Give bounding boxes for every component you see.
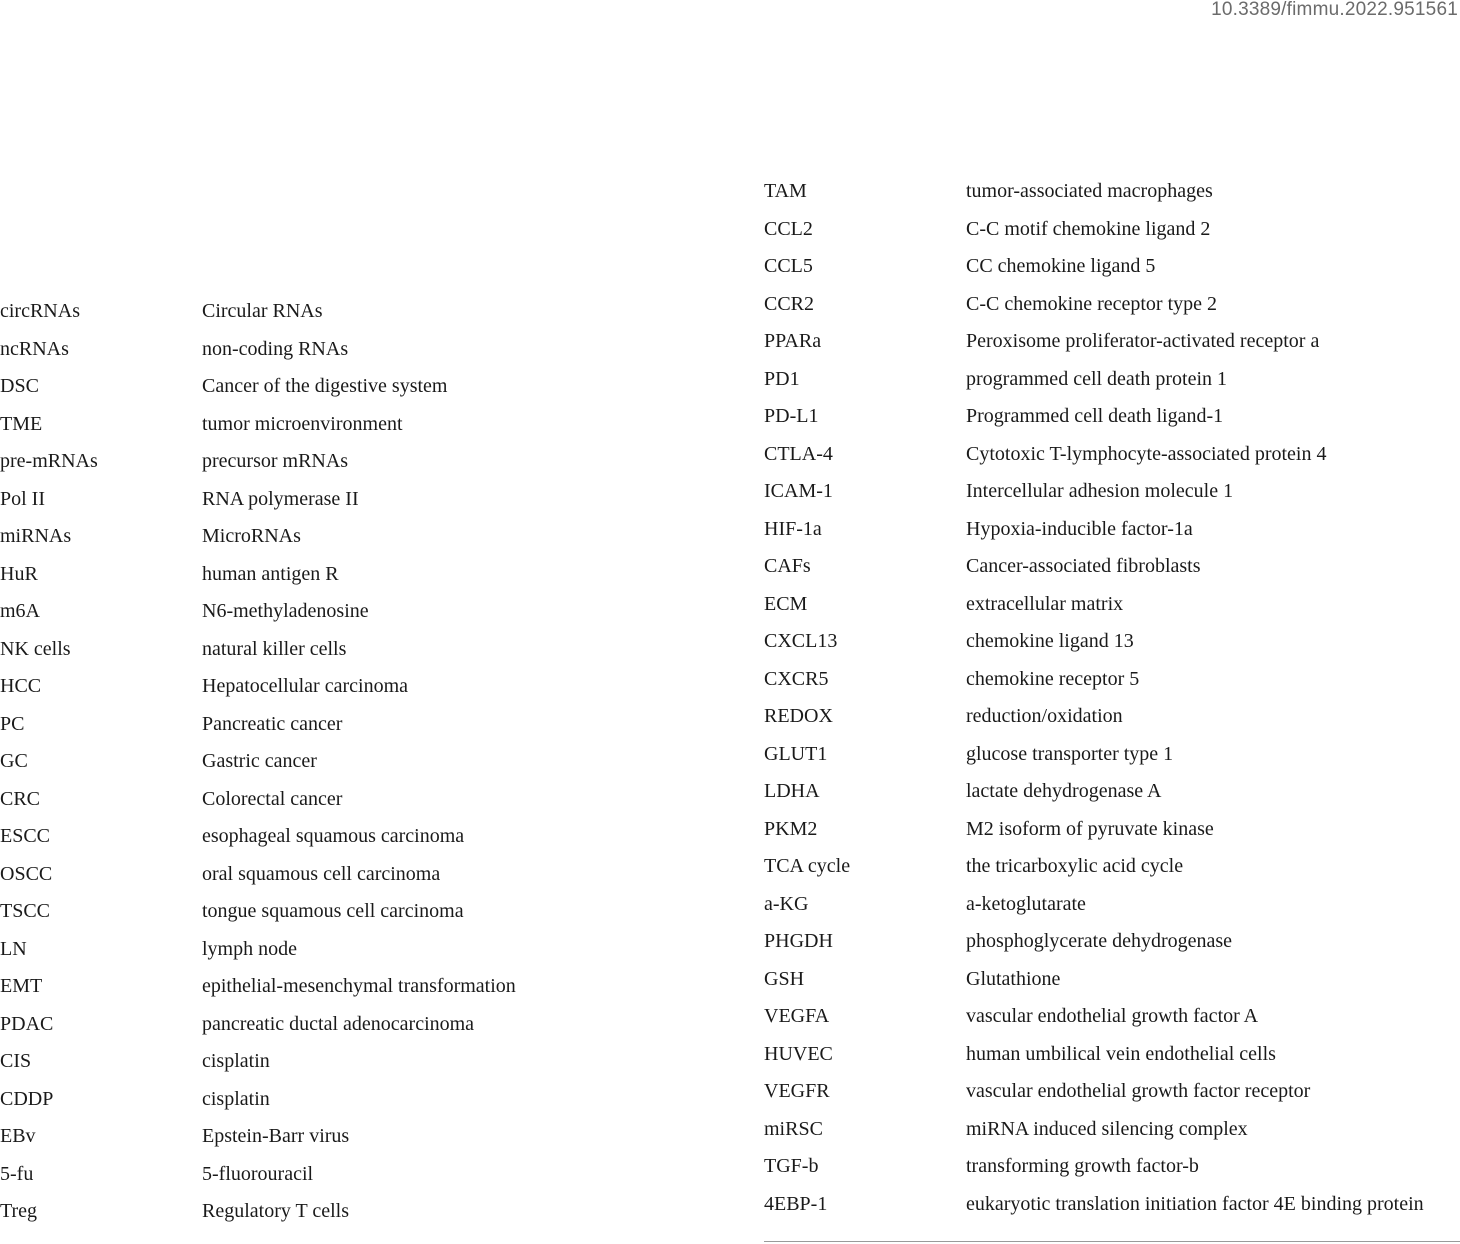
abbreviation-definition: Pancreatic cancer [202, 712, 343, 735]
abbreviation-definition: programmed cell death protein 1 [966, 367, 1228, 390]
abbreviation-definition: miRNA induced silencing complex [966, 1117, 1248, 1140]
abbreviation-definition: Regulatory T cells [202, 1200, 350, 1222]
abbreviation-term: PKM2 [764, 817, 818, 840]
abbreviation-term: HCC [0, 675, 42, 697]
abbreviation-term: CXCL13 [764, 630, 838, 652]
abbreviation-definition: CC chemokine ligand 5 [966, 255, 1156, 277]
abbreviation-definition: glucose transporter type 1 [966, 742, 1174, 765]
abbreviation-definition: Cancer-associated fibroblasts [966, 555, 1201, 577]
abbreviation-definition: a-ketoglutarate [966, 892, 1086, 915]
abbreviation-definition: tumor microenvironment [202, 412, 403, 435]
abbreviation-definition: Peroxisome proliferator-activated receptor a [966, 330, 1320, 352]
abbreviation-definition: epithelial-mesenchymal transformation [202, 975, 516, 997]
abbreviation-definition: human antigen R [202, 562, 339, 585]
abbreviation-term: VEGFA [764, 1005, 830, 1027]
abbreviation-term: ESCC [0, 825, 51, 847]
abbreviation-definition: Circular RNAs [202, 300, 323, 322]
abbreviation-definition: human umbilical vein endothelial cells [966, 1042, 1276, 1065]
abbreviation-definition: pancreatic ductal adenocarcinoma [202, 1012, 475, 1035]
abbreviation-definition: the tricarboxylic acid cycle [966, 855, 1184, 877]
abbreviation-term: ECM [764, 592, 808, 615]
abbreviation-term: HIF-1a [764, 517, 822, 540]
abbreviation-definition: Epstein-Barr virus [202, 1125, 350, 1147]
abbreviation-term: GLUT1 [764, 742, 828, 765]
abbreviation-term: PPARa [764, 330, 822, 352]
abbreviation-term: TGF-b [764, 1155, 819, 1177]
abbreviation-definition: C-C chemokine receptor type 2 [966, 292, 1218, 315]
abbreviation-term: CRC [0, 787, 41, 810]
abbreviation-term: CTLA-4 [764, 442, 833, 465]
abbreviation-term: TME [0, 412, 43, 435]
abbreviation-definition: Intercellular adhesion molecule 1 [966, 480, 1234, 502]
abbreviation-definition: Hypoxia-inducible factor-1a [966, 517, 1193, 540]
abbreviation-term: PDAC [0, 1012, 54, 1035]
abbreviation-term: NK cells [0, 637, 71, 660]
abbreviation-definition: esophageal squamous carcinoma [202, 825, 465, 847]
abbreviation-definition: oral squamous cell carcinoma [202, 862, 441, 885]
abbreviation-definition: Programmed cell death ligand-1 [966, 405, 1224, 427]
abbreviation-term: EMT [0, 975, 43, 997]
abbreviation-term: OSCC [0, 862, 53, 885]
abbreviation-term: TCA cycle [764, 855, 851, 877]
abbreviation-term: CCR2 [764, 292, 815, 315]
abbreviation-term: HUVEC [764, 1042, 833, 1065]
abbreviation-term: Pol II [0, 487, 45, 510]
abbreviation-term: TAM [764, 180, 807, 202]
abbreviation-term: EBv [0, 1125, 36, 1147]
doi-header: 10.3389/fimmu.2022.951561 [1211, 0, 1458, 20]
abbreviation-definition: vascular endothelial growth factor receptor [966, 1080, 1311, 1102]
abbreviation-term: GC [0, 750, 28, 772]
abbreviation-term: CIS [0, 1050, 32, 1072]
abbreviation-definition: N6-methyladenosine [202, 600, 369, 622]
abbreviation-definition: cisplatin [202, 1050, 270, 1072]
abbreviation-term: PD1 [764, 367, 800, 390]
abbreviation-definition: transforming growth factor-b [966, 1155, 1199, 1177]
abbreviation-definition: chemokine receptor 5 [966, 667, 1140, 690]
abbreviation-definition: reduction/oxidation [966, 705, 1123, 727]
abbreviation-term: VEGFR [764, 1080, 830, 1102]
abbreviation-term: TSCC [0, 900, 51, 922]
abbreviation-term: CAFs [764, 555, 811, 577]
abbreviation-definition: natural killer cells [202, 637, 347, 660]
table-bottom-rule [764, 1241, 1460, 1242]
abbreviation-definition: Cancer of the digestive system [202, 375, 448, 397]
abbreviation-term: CCL2 [764, 217, 813, 240]
abbreviation-term: pre-mRNAs [0, 450, 98, 472]
abbreviation-definition: chemokine ligand 13 [966, 630, 1134, 652]
abbreviation-term: CCL5 [764, 255, 813, 277]
abbreviation-term: CXCR5 [764, 667, 829, 690]
abbreviation-term: Treg [0, 1200, 38, 1222]
abbreviation-term: LDHA [764, 780, 820, 802]
abbreviation-definition: M2 isoform of pyruvate kinase [966, 817, 1214, 840]
abbreviation-term: circRNAs [0, 300, 80, 322]
abbreviation-term: miRSC [764, 1117, 823, 1140]
abbreviation-term: PHGDH [764, 930, 833, 952]
abbreviation-definition: Glutathione [966, 967, 1061, 990]
abbreviation-term: m6A [0, 600, 40, 622]
abbreviation-definition: C-C motif chemokine ligand 2 [966, 217, 1211, 240]
abbreviation-term: PD-L1 [764, 405, 819, 427]
abbreviation-term: HuR [0, 562, 38, 585]
abbreviation-definition: tongue squamous cell carcinoma [202, 900, 464, 922]
abbreviation-definition: non-coding RNAs [202, 337, 349, 360]
abbreviation-definition: MicroRNAs [202, 525, 301, 547]
abbreviation-term: REDOX [764, 705, 833, 727]
abbreviation-definition: vascular endothelial growth factor A [966, 1005, 1259, 1027]
abbreviation-definition: tumor-associated macrophages [966, 180, 1213, 202]
abbreviation-definition: Gastric cancer [202, 750, 317, 772]
abbreviation-definition: RNA polymerase II [202, 487, 359, 510]
abbreviation-term: miRNAs [0, 525, 72, 547]
abbreviation-definition: phosphoglycerate dehydrogenase [966, 930, 1233, 952]
abbreviation-definition: lymph node [202, 937, 297, 960]
abbreviation-term: 5-fu [0, 1162, 34, 1185]
abbreviation-definition: Hepatocellular carcinoma [202, 675, 408, 697]
abbreviation-term: ncRNAs [0, 337, 69, 360]
abbreviation-term: LN [0, 937, 27, 960]
abbreviation-definition: cisplatin [202, 1087, 270, 1110]
abbreviation-term: GSH [764, 967, 805, 990]
abbreviation-term: ICAM-1 [764, 480, 833, 502]
abbreviation-term: DSC [0, 375, 39, 397]
abbreviation-term: a-KG [764, 892, 809, 915]
abbreviation-term: 4EBP-1 [764, 1192, 828, 1215]
abbreviation-definition: Colorectal cancer [202, 787, 343, 810]
abbreviation-definition: lactate dehydrogenase A [966, 780, 1162, 802]
abbreviation-definition: extracellular matrix [966, 592, 1124, 615]
abbreviation-term: PC [0, 712, 25, 735]
abbreviation-term: CDDP [0, 1087, 54, 1110]
abbreviation-definition: eukaryotic translation initiation factor 4E binding protein [966, 1192, 1424, 1215]
abbreviation-definition: Cytotoxic T-lymphocyte-associated protein 4 [966, 442, 1327, 465]
abbreviation-definition: precursor mRNAs [202, 450, 349, 472]
abbreviation-definition: 5-fluorouracil [202, 1162, 314, 1185]
